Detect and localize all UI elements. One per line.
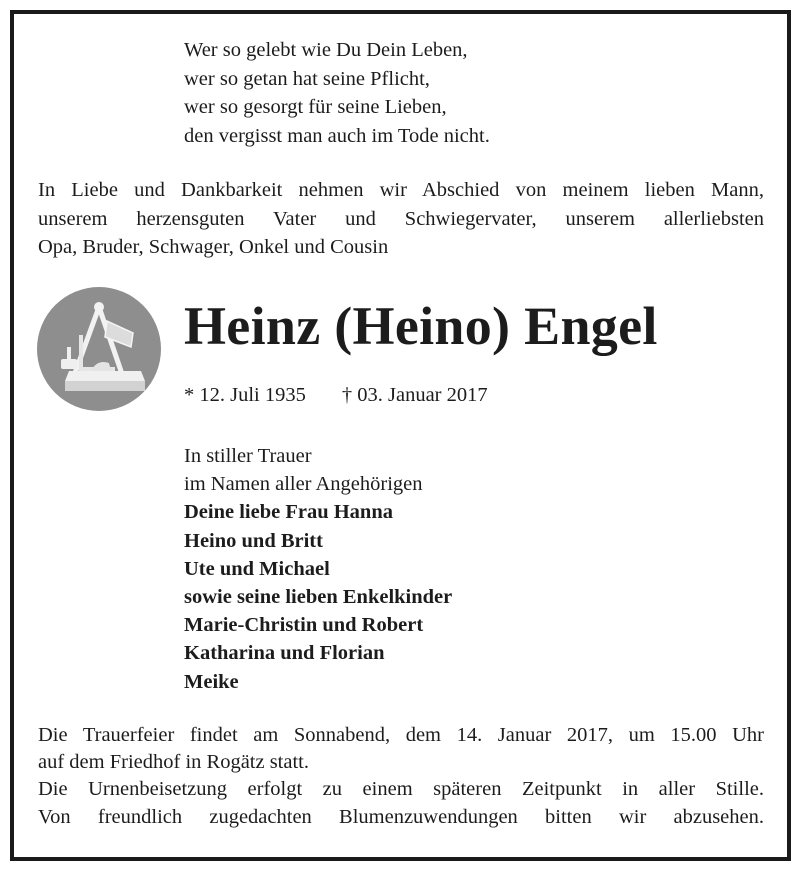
death-date: † 03. Januar 2017 [341, 384, 488, 406]
birth-date: * 12. Juli 1935 [184, 384, 306, 406]
closing-line: Von freundlich zugedachten Blumenzuwendungen bitten wir abzusehen. [38, 805, 764, 828]
intro-line: unserem herzensguten Vater und Schwiegervater, unserem allerliebsten [38, 207, 764, 230]
mourner-name: Deine liebe Frau Hanna [184, 501, 393, 524]
closing-line: Die Trauerfeier findet am Sonnabend, dem 14. Januar 2017, um 15.00 Uhr [38, 724, 764, 746]
intro-line: In Liebe und Dankbarkeit nehmen wir Abschied von meinem lieben Mann, [38, 179, 764, 201]
poem-line: den vergisst man auch im Tode nicht. [184, 124, 490, 147]
funeral-details [38, 722, 764, 831]
mourner-name: Ute und Michael [184, 557, 330, 580]
mourners-list [184, 442, 452, 696]
mourner-name: Heino und Britt [184, 529, 323, 552]
deceased-name: Heinz (Heino) Engel [184, 296, 658, 356]
mourners-intro-line: In stiller Trauer [184, 445, 312, 467]
obituary-notice [10, 10, 791, 861]
mourner-name: sowie seine lieben Enkelkinder [184, 586, 453, 609]
closing-line: Die Urnenbeisetzung erfolgt zu einem späteren Zeitpunkt in aller Stille. [38, 778, 764, 801]
mourner-name: Marie-Christin und Robert [184, 614, 424, 637]
mourner-name: Meike [184, 670, 239, 693]
carpenter-tools-icon [37, 287, 161, 411]
poem-line: Wer so gelebt wie Du Dein Leben, [184, 39, 468, 61]
mourner-name: Katharina und Florian [184, 642, 385, 665]
mourners-intro-line: im Namen aller Angehörigen [184, 473, 423, 496]
intro-line: Opa, Bruder, Schwager, Onkel und Cousin [38, 236, 389, 258]
life-dates [184, 384, 488, 407]
farewell-intro [38, 176, 764, 262]
poem-line: wer so gesorgt für seine Lieben, [184, 96, 447, 118]
poem-line: wer so getan hat seine Pflicht, [184, 67, 430, 90]
memorial-poem [184, 36, 490, 150]
closing-line: auf dem Friedhof in Rogätz statt. [38, 751, 309, 774]
